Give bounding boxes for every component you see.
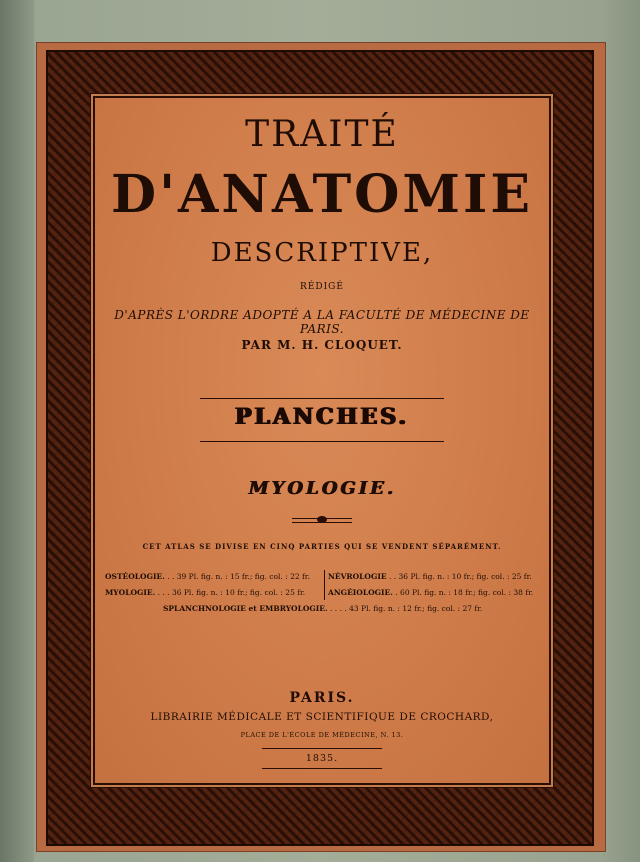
imprint-year: 1835. [305, 753, 339, 764]
divider-top [200, 398, 444, 399]
part-name: OSTÉOLOGIE. [105, 572, 165, 581]
part-entry-splanchnologie [163, 604, 482, 613]
title-panel [95, 98, 549, 783]
title-line-1: TRAITÉ [245, 114, 399, 155]
part-name: SPLANCHNOLOGIE et EMBRYOLOGIE. [163, 604, 328, 613]
book-spine [0, 0, 34, 862]
year-rule-bottom [262, 768, 382, 769]
part-name: ANGÉIOLOGIE. [328, 588, 393, 597]
author-line: PAR M. H. CLOQUET. [241, 338, 403, 352]
faculty-line: D'APRÈS L'ORDRE ADOPTÉ A LA FACULTÉ DE MÉDECINE DE PARIS. [114, 308, 530, 336]
imprint-publisher: LIBRAIRIE MÉDICALE ET SCIENTIFIQUE DE CROCHARD, [150, 711, 494, 723]
column-separator [324, 570, 325, 600]
part-entry-angeiologie [328, 588, 533, 597]
part-entry-osteologie [105, 572, 310, 581]
title-line-3: DESCRIPTIVE, [210, 238, 434, 268]
imprint-address: PLACE DE L'ÉCOLE DE MÉDECINE, N. 13. [240, 731, 404, 739]
imprint-city: PARIS. [289, 690, 355, 706]
part-details: . . . 36 Pl. fig. n. : 10 fr.; fig. col. : 25 fr. [157, 588, 306, 597]
divider-bottom [200, 441, 444, 442]
year-rule-top [262, 748, 382, 749]
redige-label: RÉDIGÉ [300, 282, 344, 292]
ornament-dot [317, 516, 327, 523]
atlas-note: CET ATLAS SE DIVISE EN CINQ PARTIES QUI SE VENDENT SÉPARÉMENT. [142, 542, 502, 551]
part-name: MYOLOGIE. [105, 588, 156, 597]
part-details: . . 39 Pl. fig. n. : 15 fr.; fig. col. : 22 fr. [167, 572, 310, 581]
title-line-2: D'ANATOMIE [111, 164, 533, 225]
part-name: NÉVROLOGIE [328, 572, 387, 581]
part-entry-nevrologie [328, 572, 532, 581]
part-details: . 60 Pl. fig. n. : 18 fr.; fig. col. : 38 fr. [395, 588, 534, 597]
section-title: PLANCHES. [234, 404, 410, 430]
part-details: . . . . 43 Pl. fig. n. : 12 fr.; fig. col. : 27 fr. [330, 604, 483, 613]
part-details: . . 36 Pl. fig. n. : 10 fr.; fig. col. : 25 fr. [388, 572, 532, 581]
part-entry-myologie [105, 588, 305, 597]
part-title: MYOLOGIE. [248, 478, 396, 499]
